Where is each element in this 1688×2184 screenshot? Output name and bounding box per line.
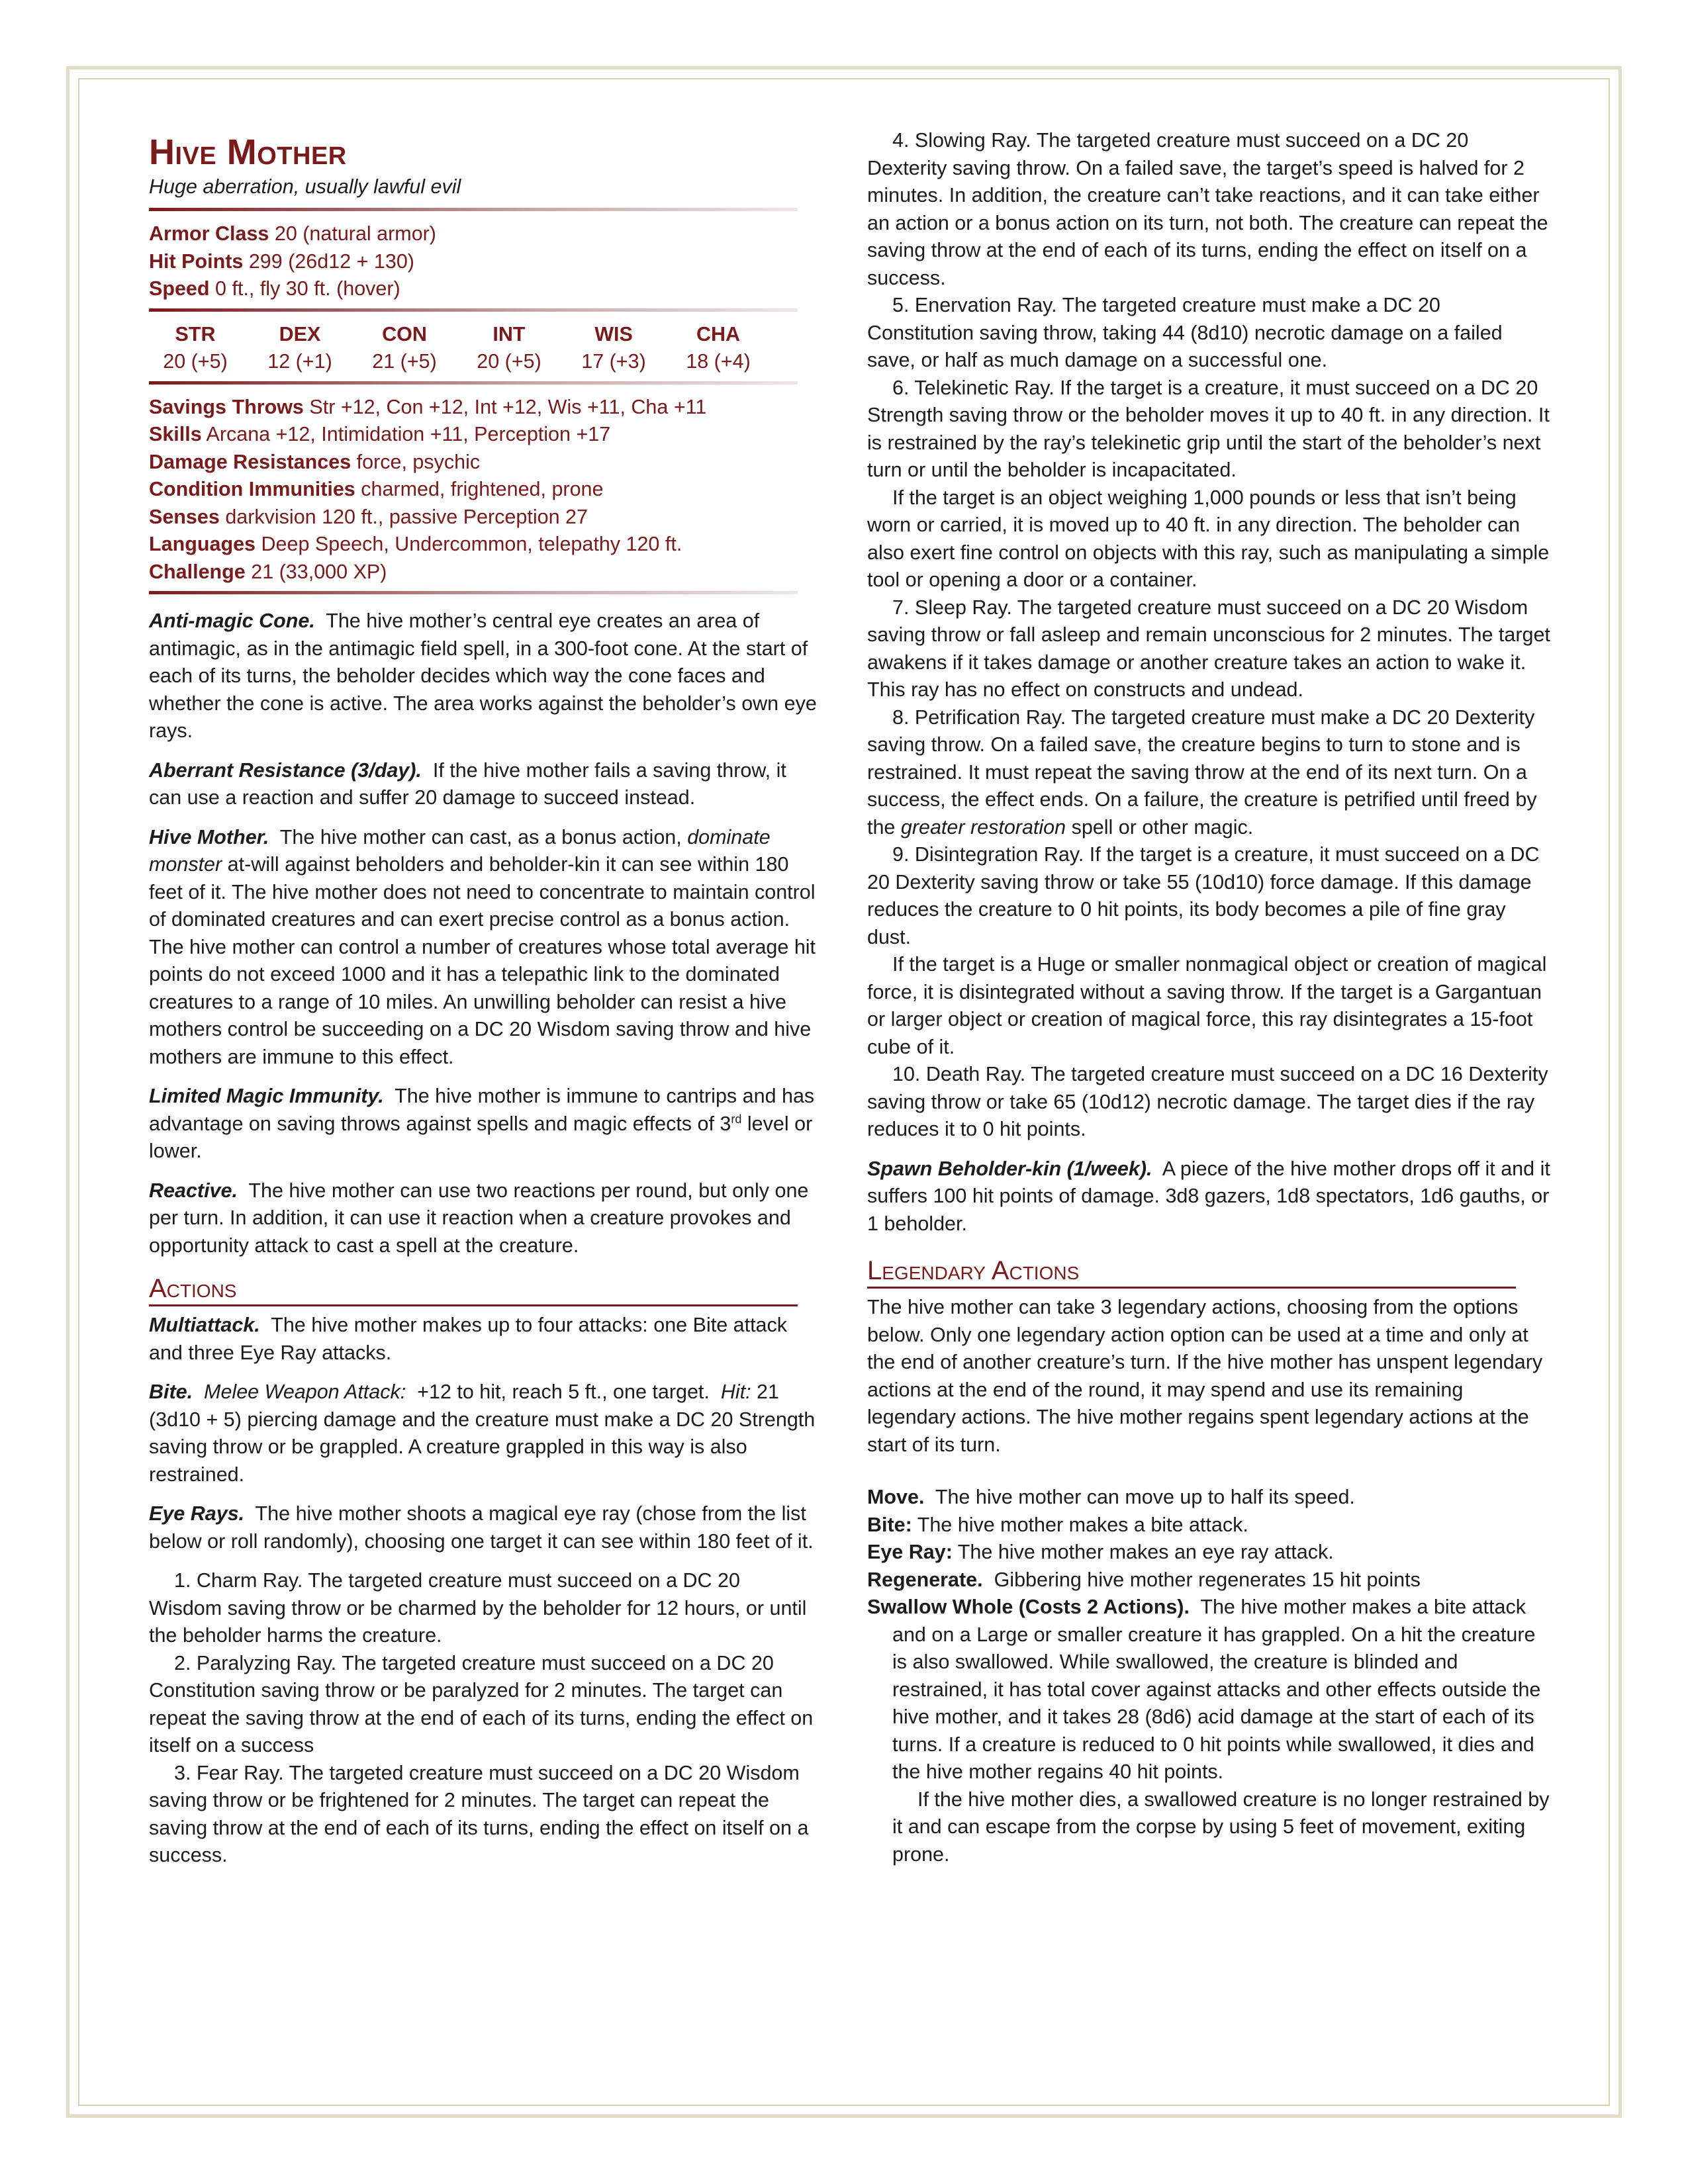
divider (149, 381, 798, 385)
legendary-regenerate (867, 1567, 1552, 1594)
property-value: charmed, frightened, prone (361, 478, 604, 500)
legendary-name: Bite: (867, 1513, 912, 1536)
monster-type: Huge aberration, usually lawful evil (149, 175, 461, 198)
trait-text: The hive mother can cast, as a bonus action, (279, 825, 682, 848)
ability-score: 18 (+4) (686, 350, 751, 373)
property-line (149, 476, 818, 504)
ability-score: 12 (+1) (267, 350, 332, 373)
divider (149, 208, 798, 211)
ray-disintegration-object: If the target is a Huge or smaller nonmagical object or creation of magical force, it is disintegrated without a saving throw. If the target is a Gargantuan or larger object or creation of magical force, this ray disintegrates a 15-foot cube of it. (867, 953, 1547, 1058)
ray-text: 8. Petrification Ray. The targeted creature must make a DC 20 Dexterity saving throw. On a failed save, the creature begins to turn to stone and is restrained. It must repeat the saving throw at the end of its next turn. On a success, the effect ends. On a failure, the creature is petrified until freed by the (867, 705, 1537, 839)
trait-name: Anti-magic Cone. (149, 610, 315, 632)
ray-disintegration: 9. Disintegration Ray. If the target is a creature, it must succeed on a DC 20 Dexterity saving throw or take 55 (10d10) force damage. If this damage reduces the creature to 0 hit points, its body becomes a pile of fine gray dust. (867, 843, 1540, 948)
action-text: The hive mother shoots a magical eye ray (chose from the list below or roll randomly), choosing one target it can see within 180 feet of it. (149, 1502, 814, 1553)
ray-telekinetic: 6. Telekinetic Ray. If the target is a creature, it must succeed on a DC 20 Strength saving throw or the beholder moves it up to 40 ft. in any direction. It is restrained by the ray’s telekinetic grip until the start of the beholder’s next turn or until the beholder is incapacitated. (867, 376, 1550, 481)
monster-name: Hive Mother (149, 132, 347, 172)
ability-headers (149, 321, 765, 349)
legendary-actions-heading: Legendary Actions (867, 1255, 1516, 1289)
action-name: Bite. (149, 1381, 193, 1403)
trait-text: If the hive mother fails a saving throw, it can use a reaction and suffer 20 damage to succeed instead. (149, 758, 786, 809)
legendary-swallow-death: If the hive mother dies, a swallowed creature is no longer restrained by it and can escape from the corpse by using 5 feet of movement, exiting prone. (892, 1788, 1550, 1866)
action-eye-rays (149, 1500, 818, 1555)
stat-label: Hit Points (149, 250, 244, 273)
ray-petrification (867, 704, 1552, 842)
ability-name: INT (492, 322, 526, 345)
property-line (149, 531, 818, 559)
stat-value: 20 (natural armor) (274, 222, 436, 245)
trait-text: at-will against beholders and beholder-kin it can see within 180 feet of it. The hive mother does not need to concentrate to maintain control of dominated creatures and can exert precise control as a bonus action. The hive mother can control a number of creatures whose total average hit points do not exceed 1000 and it has a telepathic link to the dominated creatures to a range of 10 miles. An unwilling beholder can resist a hive mothers control be succeeding on a DC 20 Wisdom saving throw and hive mothers are immune to this effect. (149, 853, 816, 1068)
ray-enervation: 5. Enervation Ray. The targeted creature must make a DC 20 Constitution saving throw, taking 44 (8d10) necrotic damage on a failed save, or half as much damage on a successful one. (867, 294, 1503, 371)
action-text: 21 (3d10 + 5) piercing damage and the creature must make a DC 20 Strength saving throw or be grappled. A creature grappled in this way is also restrained. (149, 1381, 816, 1486)
trait-limited-magic-immunity (149, 1083, 818, 1165)
action-multiattack (149, 1312, 818, 1367)
ability-name: STR (175, 322, 216, 345)
legendary-name: Move. (867, 1486, 925, 1508)
divider (149, 308, 798, 312)
trait-text: level or lower. (149, 1112, 813, 1162)
legendary-text: The hive mother makes a bite attack and on a Large or smaller creature it has grappled. On a hit the creature is also swallowed. While swallowed, the creature is blinded and restrained, it has total cover against attacks and other effects outside the hive mother, and it takes 28 (8d6) acid damage at the start of each of its turns. If a creature is reduced to 0 hit points while swallowed, it dies and the hive mother regains 40 hit points. (892, 1596, 1541, 1783)
property-label: Languages (149, 533, 256, 555)
attack-type: Melee Weapon Attack: (204, 1381, 406, 1403)
legendary-text: The hive mother can move up to half its speed. (935, 1486, 1355, 1508)
property-label: Damage Resistances (149, 450, 352, 473)
ability-name: DEX (279, 322, 321, 345)
legendary-text: The hive mother makes an eye ray attack. (957, 1541, 1334, 1563)
property-value: Arcana +12, Intimidation +11, Perception +17 (206, 423, 611, 445)
spell-name: dominate monster (149, 825, 771, 876)
ability-scores (149, 348, 765, 376)
action-text: +12 to hit, reach 5 ft., one target. (417, 1381, 710, 1403)
property-label: Skills (149, 423, 202, 445)
divider (149, 591, 798, 594)
property-value: Str +12, Con +12, Int +12, Wis +11, Cha +11 (309, 395, 707, 418)
property-value: 21 (33,000 XP) (251, 560, 387, 583)
trait-hive-mother (149, 824, 818, 1071)
ordinal-suffix: rd (731, 1112, 742, 1126)
property-line (149, 394, 818, 422)
spacer (867, 1459, 1552, 1484)
action-spawn-beholder-kin (867, 1156, 1552, 1238)
spell-name: greater restoration (900, 815, 1066, 839)
ray-sleep: 7. Sleep Ray. The targeted creature must succeed on a DC 20 Wisdom saving throw or fall asleep and remain unconscious for 2 minutes. The target awakens if it takes damage or another creature takes an action to wake it. This ray has no effect on constructs and undead. (867, 596, 1550, 701)
ray-telekinetic-object: If the target is an object weighing 1,000 pounds or less that isn’t being worn or carried, it is moved up to 40 ft. in any direction. The beholder can also exert fine control on objects with this ray, such as manipulating a simple tool or opening a door or a container. (867, 486, 1550, 591)
stat-value: 299 (26d12 + 130) (248, 250, 414, 273)
legendary-swallow-whole (867, 1594, 1552, 1786)
trait-aberrant-resistance (149, 757, 818, 812)
property-label: Savings Throws (149, 395, 304, 418)
armor-class-line (149, 220, 818, 248)
trait-name: Limited Magic Immunity. (149, 1085, 384, 1107)
right-column (867, 127, 1552, 1868)
legendary-name: Eye Ray: (867, 1541, 953, 1563)
property-line (149, 504, 818, 531)
ray-charm: 1. Charm Ray. The targeted creature must succeed on a DC 20 Wisdom saving throw or be charmed by the beholder for 12 hours, or until the beholder harms the creature. (149, 1569, 807, 1647)
property-label: Senses (149, 505, 220, 528)
left-column (149, 127, 818, 1870)
trait-name: Reactive. (149, 1179, 238, 1202)
property-line (149, 449, 818, 477)
speed-line (149, 275, 818, 303)
property-line (149, 559, 818, 586)
ability-name: CON (382, 322, 427, 345)
trait-name: Aberrant Resistance (3/day). (149, 758, 422, 782)
trait-reactive (149, 1177, 818, 1260)
action-name: Eye Rays. (149, 1502, 245, 1525)
property-value: darkvision 120 ft., passive Perception 27 (225, 505, 588, 528)
action-name: Spawn Beholder-kin (1/week). (867, 1157, 1152, 1180)
property-line (149, 421, 818, 449)
ability-score: 17 (+3) (581, 350, 646, 373)
legendary-intro: The hive mother can take 3 legendary actions, choosing from the options below. Only one legendary action option can be used at a time and only at the end of another creature’s turn. If the hive mother has unspent legendary actions at the end of the round, it may spend and use its remaining legendary actions. The hive mother regains spent legendary actions at the start of its turn. (867, 1296, 1543, 1456)
ability-score: 20 (+5) (163, 350, 228, 373)
actions-heading: Actions (149, 1273, 798, 1306)
property-label: Condition Immunities (149, 478, 355, 500)
legendary-name: Swallow Whole (Costs 2 Actions). (867, 1596, 1190, 1618)
action-name: Multiattack. (149, 1314, 260, 1336)
legendary-text: Gibbering hive mother regenerates 15 hit points (994, 1568, 1421, 1591)
ability-name: CHA (696, 322, 741, 345)
action-text: The hive mother makes up to four attacks: one Bite attack and three Eye Ray attacks. (149, 1314, 788, 1364)
trait-text: The hive mother’s central eye creates an area of antimagic, as in the antimagic field spell, in a 300-foot cone. At the start of each of its turns, the beholder decides which way the cone faces and whether the cone is active. The area works against the beholder’s own eye rays. (149, 610, 817, 742)
ray-paralyzing: 2. Paralyzing Ray. The targeted creature must succeed on a DC 20 Constitution saving throw or be paralyzed for 2 minutes. The target can repeat the saving throw at the end of each of its turns, ending the effect on itself on a success (149, 1651, 814, 1756)
stat-value: 0 ft., fly 30 ft. (hover) (215, 277, 400, 300)
legendary-name: Regenerate. (867, 1568, 983, 1591)
trait-name: Hive Mother. (149, 825, 269, 848)
trait-text: The hive mother can use two reactions per round, but only one per turn. In addition, it can use it reaction when a creature provokes and opportunity attack to cast a spell at the creature. (149, 1179, 809, 1257)
legendary-eye-ray (867, 1539, 1552, 1567)
hit-label: Hit: (720, 1381, 751, 1403)
action-text: A piece of the hive mother drops off it and it suffers 100 hit points of damage. 3d8 gazers, 1d8 spectators, 1d6 gauths, or 1 beholder. (867, 1157, 1550, 1235)
trait-anti-magic-cone (149, 608, 818, 745)
ability-name: WIS (594, 322, 633, 345)
stat-label: Armor Class (149, 222, 269, 245)
ability-score: 21 (+5) (372, 350, 437, 373)
action-bite (149, 1379, 818, 1488)
ray-slowing: 4. Slowing Ray. The targeted creature must succeed on a DC 20 Dexterity saving throw. On a failed save, the target’s speed is halved for 2 minutes. In addition, the creature can’t take reactions, and it can take either an action or a bonus action on its turn, not both. The creature can repeat the saving throw at the end of each of its turns, ending the effect on itself on a success. (867, 129, 1548, 289)
legendary-text: The hive mother makes a bite attack. (917, 1513, 1248, 1536)
ray-text: spell or other magic. (1071, 815, 1254, 839)
property-label: Challenge (149, 560, 246, 583)
hit-points-line (149, 248, 818, 276)
ability-score: 20 (+5) (477, 350, 541, 373)
stat-label: Speed (149, 277, 210, 300)
legendary-move (867, 1484, 1552, 1512)
ray-fear: 3. Fear Ray. The targeted creature must succeed on a DC 20 Wisdom saving throw or be frightened for 2 minutes. The target can repeat the saving throw at the end of each of its turns, ending the effect on itself on a success. (149, 1761, 809, 1866)
trait-text: The hive mother is immune to cantrips and has advantage on saving throws against spells and magic effects of 3 (149, 1085, 815, 1135)
legendary-bite (867, 1512, 1552, 1539)
ray-death: 10. Death Ray. The targeted creature must succeed on a DC 16 Dexterity saving throw or take 65 (10d12) necrotic damage. The target dies if the ray reduces it to 0 hit points. (867, 1063, 1548, 1140)
property-value: Deep Speech, Undercommon, telepathy 120 ft. (261, 533, 682, 555)
property-value: force, psychic (356, 450, 481, 473)
